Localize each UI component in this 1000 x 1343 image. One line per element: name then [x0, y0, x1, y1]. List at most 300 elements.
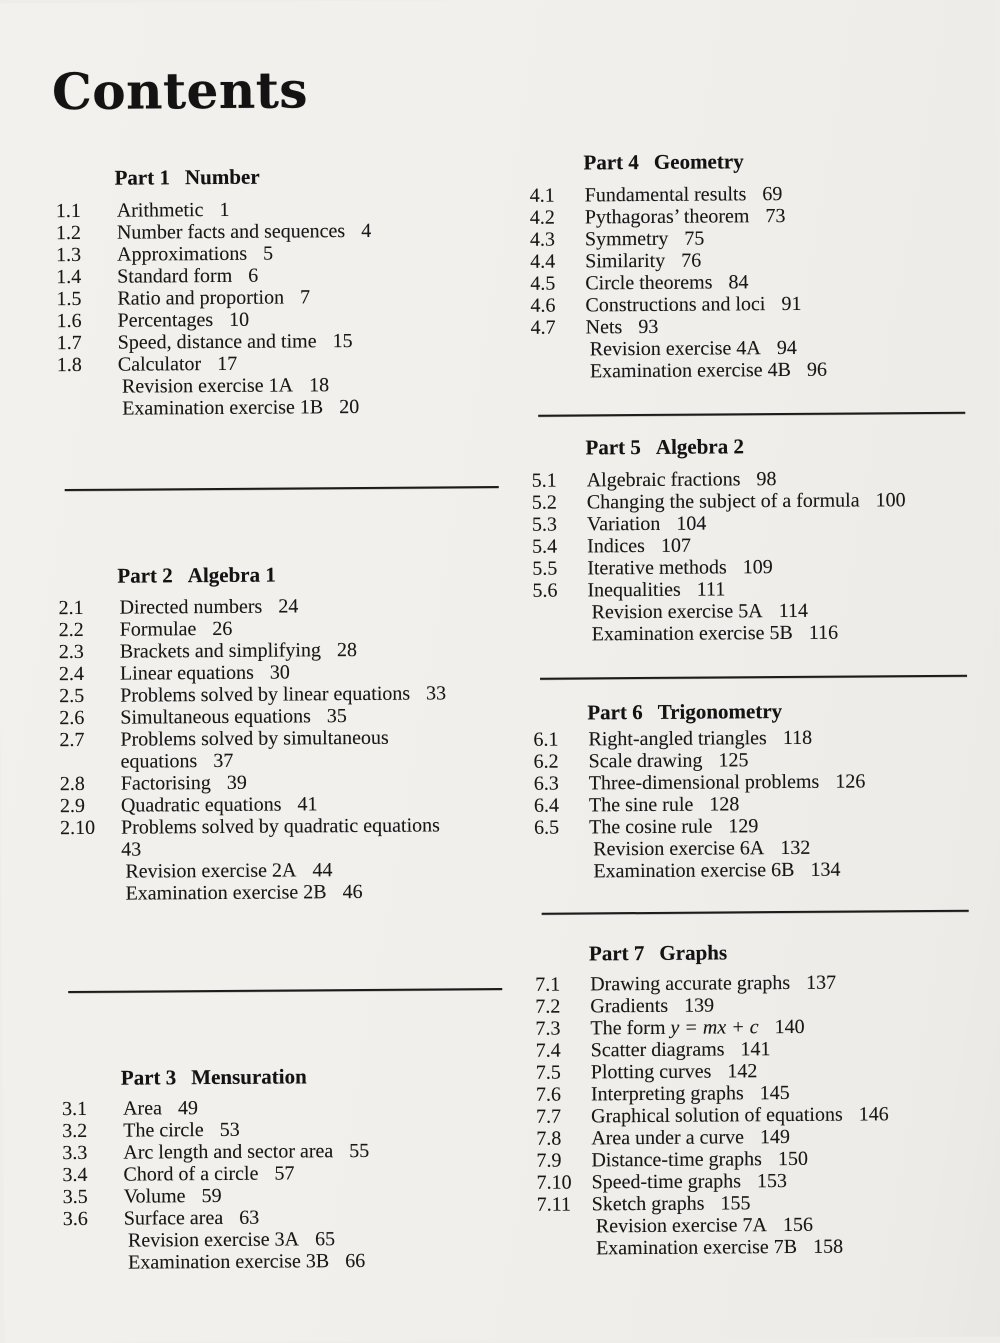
item-line	[122, 396, 359, 420]
item-page: 18	[309, 374, 329, 396]
toc-row	[536, 1037, 889, 1061]
item-number: 7.2	[535, 995, 590, 1017]
section-heading	[589, 940, 727, 965]
item-title: Circle theorems	[585, 272, 712, 295]
item-line	[585, 183, 783, 206]
item-entry	[587, 468, 777, 491]
item-number: 2.5	[59, 685, 120, 707]
toc-row	[59, 704, 446, 729]
item-entry	[590, 972, 836, 996]
toc-row	[63, 1206, 370, 1230]
item-line	[121, 814, 440, 838]
toc-row	[536, 1147, 889, 1171]
item-title: Calculator	[118, 353, 201, 376]
section-divider	[65, 486, 499, 491]
toc-row	[535, 971, 888, 995]
item-line	[592, 1192, 751, 1215]
item-entry	[118, 396, 359, 420]
item-number: 4.3	[530, 228, 585, 250]
toc-row	[58, 594, 445, 619]
item-number: 1.7	[57, 332, 118, 354]
item-line	[587, 513, 706, 536]
item-math: y = mx + c	[670, 1016, 758, 1039]
item-page: 35	[327, 705, 347, 727]
section-heading	[583, 149, 743, 174]
part-label: Part 2	[117, 563, 173, 587]
item-number: 5.4	[532, 535, 587, 557]
toc-row	[533, 726, 865, 750]
item-title: Examination exercise 3B	[128, 1250, 329, 1273]
item-entry	[589, 859, 840, 883]
item-line	[117, 220, 371, 244]
item-line	[592, 622, 838, 646]
toc-row	[530, 227, 826, 251]
item-page: 63	[239, 1207, 259, 1229]
item-entry	[592, 1214, 813, 1238]
item-page: 100	[875, 489, 905, 511]
part-name: Number	[185, 165, 260, 190]
item-page: 53	[220, 1119, 240, 1141]
item-entry	[120, 727, 389, 773]
item-title: Examination exercise 6B	[593, 859, 794, 882]
item-entry	[123, 1097, 198, 1120]
item-entry	[589, 815, 758, 838]
toc-row	[530, 183, 826, 207]
item-line	[124, 1185, 222, 1208]
item-number: 2.9	[60, 795, 121, 817]
section-items	[530, 183, 827, 383]
item-entry	[591, 1103, 889, 1127]
item-title: Symmetry	[585, 228, 668, 251]
item-number: 4.4	[530, 250, 585, 272]
item-entry	[588, 727, 812, 751]
item-entry	[585, 250, 701, 273]
item-entry	[587, 535, 691, 558]
item-page: 139	[684, 995, 714, 1017]
toc-row	[63, 1250, 370, 1274]
item-entry	[587, 556, 773, 579]
item-title: Linear equations	[120, 662, 254, 685]
part-label: Part 5	[585, 435, 641, 459]
item-line	[120, 618, 233, 641]
item-line	[585, 271, 748, 294]
toc-column-left	[54, 0, 525, 1343]
item-title: The circle	[123, 1119, 204, 1142]
item-title: Right-angled triangles	[588, 727, 766, 750]
item-title: Examination exercise 1B	[122, 396, 323, 419]
item-page: 15	[332, 330, 352, 352]
toc-row	[56, 308, 371, 332]
item-title: Approximations	[117, 243, 247, 266]
item-page: 128	[709, 793, 739, 815]
item-line	[122, 374, 329, 397]
item-line	[586, 316, 659, 339]
item-page: 93	[638, 316, 658, 338]
item-entry	[590, 1016, 804, 1039]
item-line-2	[121, 749, 389, 773]
item-entry	[587, 489, 906, 513]
item-number: 7.7	[536, 1105, 591, 1127]
item-title: Nets	[586, 316, 623, 338]
item-entry	[589, 749, 749, 772]
item-line	[589, 793, 740, 816]
item-entry	[121, 793, 318, 816]
item-entry	[585, 271, 748, 294]
item-entry	[592, 1192, 751, 1215]
item-title: Volume	[124, 1185, 186, 1207]
item-entry	[588, 622, 838, 646]
item-title: Ratio and proportion	[117, 286, 284, 309]
item-number: 7.5	[536, 1061, 591, 1083]
item-line	[596, 1236, 843, 1260]
item-title: Gradients	[590, 995, 668, 1018]
toc-row	[530, 271, 826, 295]
item-line	[120, 705, 347, 729]
item-entry	[589, 793, 740, 816]
item-title: Directed numbers	[119, 596, 262, 619]
item-title: Arc length and sector area	[123, 1140, 333, 1163]
item-line	[593, 859, 840, 883]
item-entry	[117, 309, 249, 332]
item-number: 4.5	[530, 272, 585, 294]
part-label: Part 7	[589, 941, 645, 965]
item-page: 37	[213, 750, 233, 772]
item-page: 69	[762, 183, 782, 205]
item-entry	[118, 330, 353, 354]
item-number: 4.7	[531, 316, 586, 338]
item-line	[591, 1082, 790, 1105]
section-heading	[117, 563, 276, 588]
item-number: 7.1	[535, 973, 590, 995]
item-number: 6.5	[534, 816, 589, 838]
item-entry	[117, 265, 258, 288]
item-number: 3.1	[62, 1098, 123, 1120]
item-line	[124, 1207, 260, 1230]
toc-row	[536, 1059, 889, 1083]
item-line	[117, 309, 249, 332]
item-page: 6	[248, 265, 258, 287]
item-page: 73	[765, 205, 785, 227]
item-line	[589, 815, 758, 838]
item-number: 3.5	[63, 1186, 124, 1208]
item-title: Inequalities	[587, 579, 680, 602]
item-number: 2.1	[58, 597, 119, 619]
item-number: 2.8	[60, 773, 121, 795]
item-title: Standard form	[117, 265, 232, 288]
item-line	[593, 837, 810, 861]
toc-row	[59, 616, 446, 641]
item-page: 149	[760, 1126, 790, 1148]
item-entry	[591, 1148, 808, 1172]
item-line	[590, 1016, 804, 1039]
item-number: 2.7	[59, 729, 120, 751]
toc-row	[56, 242, 371, 266]
item-page: 59	[201, 1185, 221, 1207]
item-number: 3.2	[62, 1120, 123, 1142]
item-title: Examination exercise 4B	[590, 359, 791, 382]
toc-row	[56, 286, 371, 310]
item-page: 20	[339, 396, 359, 418]
item-line	[590, 337, 797, 360]
page-title: Contents	[52, 65, 308, 117]
item-page: 104	[676, 513, 706, 535]
item-title: Percentages	[117, 309, 213, 332]
item-number: 6.4	[534, 794, 589, 816]
item-number: 5.1	[532, 469, 587, 491]
item-title: Revision exercise 5A	[592, 600, 763, 623]
item-line	[123, 1140, 369, 1164]
item-line	[590, 995, 714, 1018]
section-divider	[538, 412, 965, 417]
toc-row	[62, 1118, 369, 1142]
toc-row	[534, 814, 866, 838]
item-title: The cosine rule	[589, 816, 712, 839]
item-page: 55	[349, 1140, 369, 1162]
item-entry	[120, 682, 446, 706]
item-line	[591, 1103, 889, 1127]
toc-row	[62, 1096, 369, 1120]
item-number: 6.3	[534, 772, 589, 794]
item-entry	[123, 1162, 294, 1185]
item-line	[591, 1060, 758, 1083]
part-label: Part 1	[114, 165, 170, 189]
item-title: The sine rule	[589, 794, 694, 817]
toc-row	[535, 1015, 888, 1039]
item-title: Speed, distance and time	[118, 330, 317, 353]
item-page: 107	[661, 535, 691, 557]
item-page: 155	[720, 1192, 750, 1214]
toc-row	[57, 330, 372, 354]
item-entry	[589, 770, 866, 794]
item-page: 145	[760, 1082, 790, 1104]
item-number: 2.6	[59, 707, 120, 729]
item-page: 153	[757, 1170, 787, 1192]
item-title: Area under a curve	[591, 1126, 744, 1149]
item-number: 7.11	[537, 1193, 592, 1215]
item-number: 7.9	[536, 1149, 591, 1171]
item-entry	[588, 600, 808, 624]
toc-row	[537, 1213, 890, 1237]
item-page: 24	[278, 595, 298, 617]
item-line	[585, 205, 786, 228]
item-title: Scatter diagrams	[591, 1038, 725, 1061]
item-line	[128, 1228, 335, 1251]
toc-row	[532, 467, 906, 492]
item-page: 17	[217, 353, 237, 375]
section-items	[532, 467, 907, 646]
toc-row	[533, 599, 907, 624]
item-entry	[585, 293, 801, 317]
item-line	[118, 353, 237, 376]
item-entry	[121, 772, 247, 795]
item-number: 3.3	[62, 1142, 123, 1164]
toc-row	[531, 359, 827, 383]
section-items	[533, 726, 866, 882]
item-page: 118	[783, 727, 812, 749]
item-title: Indices	[587, 535, 645, 557]
item-page: 126	[835, 770, 865, 792]
toc-row	[530, 249, 826, 273]
item-title: Drawing accurate graphs	[590, 972, 790, 995]
item-page: 109	[743, 556, 773, 578]
item-line	[589, 770, 866, 794]
item-title: Formulae	[120, 618, 197, 641]
toc-row	[537, 1191, 890, 1215]
item-title: Speed-time graphs	[592, 1170, 742, 1193]
item-title: Area	[123, 1097, 162, 1119]
section-heading	[587, 699, 782, 724]
item-number: 4.6	[530, 294, 585, 316]
item-title: Examination exercise 7B	[596, 1236, 797, 1259]
item-entry	[118, 353, 237, 376]
part-name: Graphs	[659, 940, 727, 964]
item-title: Iterative methods	[587, 556, 727, 579]
item-title: Examination exercise 5B	[592, 622, 793, 645]
item-number: 2.2	[59, 619, 120, 641]
section-items	[535, 971, 890, 1259]
item-number: 4.2	[530, 206, 585, 228]
toc-row	[59, 682, 446, 707]
item-title: Interpreting graphs	[591, 1082, 744, 1105]
item-title: Surface area	[124, 1207, 224, 1230]
item-page: 1	[219, 199, 229, 221]
item-line	[585, 228, 704, 251]
item-line	[117, 265, 258, 288]
item-number: 6.2	[534, 750, 589, 772]
section-heading	[114, 165, 259, 190]
toc-row	[531, 315, 827, 339]
item-title: Quadratic equations	[121, 794, 282, 817]
item-title: Revision exercise 3A	[128, 1228, 299, 1251]
item-line	[585, 293, 801, 317]
item-page: 91	[781, 293, 801, 315]
item-title: Graphical solution of equations	[591, 1104, 843, 1128]
item-page: 10	[229, 309, 249, 331]
item-page: 98	[756, 468, 776, 490]
item-title: Pythagoras’ theorem	[585, 205, 750, 228]
item-page: 111	[697, 578, 726, 600]
toc-row	[60, 792, 447, 817]
item-title: Simultaneous equations	[120, 705, 311, 728]
toc-row	[60, 770, 447, 795]
item-line	[125, 881, 362, 905]
item-number: 1.8	[57, 354, 118, 376]
toc-row	[60, 814, 447, 861]
item-number: 1.2	[56, 222, 117, 244]
item-line-2	[121, 836, 440, 860]
toc-column-right	[528, 0, 992, 1340]
item-line	[591, 1038, 771, 1061]
item-title: Revision exercise 2A	[125, 859, 296, 882]
toc-row	[532, 577, 906, 602]
item-entry	[120, 661, 290, 684]
toc-row	[63, 1184, 370, 1208]
item-line	[589, 749, 749, 772]
toc-row	[56, 264, 371, 288]
toc-row	[534, 836, 866, 860]
item-number: 5.3	[532, 513, 587, 535]
item-line	[591, 1148, 808, 1172]
item-title: Revision exercise 4A	[590, 337, 761, 360]
part-name: Trigonometry	[658, 699, 783, 724]
item-number: 7.6	[536, 1083, 591, 1105]
item-page: 41	[297, 793, 317, 815]
section-items	[62, 1096, 370, 1274]
item-line	[587, 489, 906, 513]
item-title: Scale drawing	[589, 750, 703, 773]
item-title: Problems solved by quadratic equations	[121, 814, 440, 838]
item-entry	[592, 1236, 843, 1260]
item-line	[591, 1126, 790, 1149]
item-title: Revision exercise 7A	[596, 1214, 767, 1237]
item-entry	[119, 595, 298, 618]
item-line	[121, 772, 247, 795]
item-page: 30	[270, 661, 290, 683]
toc-row	[62, 1140, 369, 1164]
toc-row	[59, 660, 446, 685]
item-title-cont: equations	[121, 750, 198, 773]
item-entry	[121, 814, 440, 860]
item-page: 140	[774, 1016, 804, 1038]
section-divider	[68, 988, 502, 993]
item-line	[123, 1119, 240, 1142]
item-entry	[585, 205, 786, 228]
item-title: The form	[590, 1017, 670, 1040]
item-entry	[120, 705, 347, 729]
item-page: 76	[681, 250, 701, 272]
item-title: Brackets and simplifying	[120, 639, 321, 662]
toc-row	[537, 1235, 890, 1259]
item-line	[117, 199, 230, 222]
item-entry	[590, 995, 714, 1018]
item-number: 5.6	[532, 579, 587, 601]
toc-row	[57, 396, 372, 420]
item-entry	[120, 639, 357, 663]
item-entry	[124, 1207, 260, 1230]
item-line	[596, 1214, 813, 1238]
toc-row	[530, 205, 826, 229]
item-entry	[120, 618, 233, 641]
item-number: 5.2	[532, 491, 587, 513]
item-line	[587, 468, 777, 491]
toc-row	[534, 770, 866, 794]
toc-row	[536, 1125, 889, 1149]
item-number: 5.5	[532, 557, 587, 579]
item-page: 150	[778, 1148, 808, 1170]
item-entry	[123, 1140, 369, 1164]
item-number: 3.6	[63, 1208, 124, 1230]
toc-row	[57, 374, 372, 398]
item-entry	[124, 1185, 222, 1208]
item-line	[125, 859, 332, 882]
item-page: 96	[807, 359, 827, 381]
toc-row	[57, 352, 372, 376]
item-title: Changing the subject of a formula	[587, 489, 860, 513]
item-entry	[591, 1038, 771, 1061]
item-number: 2.10	[60, 817, 121, 839]
toc-row	[532, 511, 906, 536]
item-entry	[587, 513, 706, 536]
item-number: 6.1	[533, 728, 588, 750]
item-entry	[117, 286, 310, 309]
item-entry	[592, 1170, 788, 1193]
item-line	[128, 1250, 365, 1274]
item-page: 156	[783, 1214, 813, 1236]
item-entry	[591, 1126, 790, 1149]
item-title: Arithmetic	[117, 199, 204, 222]
item-line	[123, 1162, 294, 1185]
item-page: 44	[312, 859, 332, 881]
